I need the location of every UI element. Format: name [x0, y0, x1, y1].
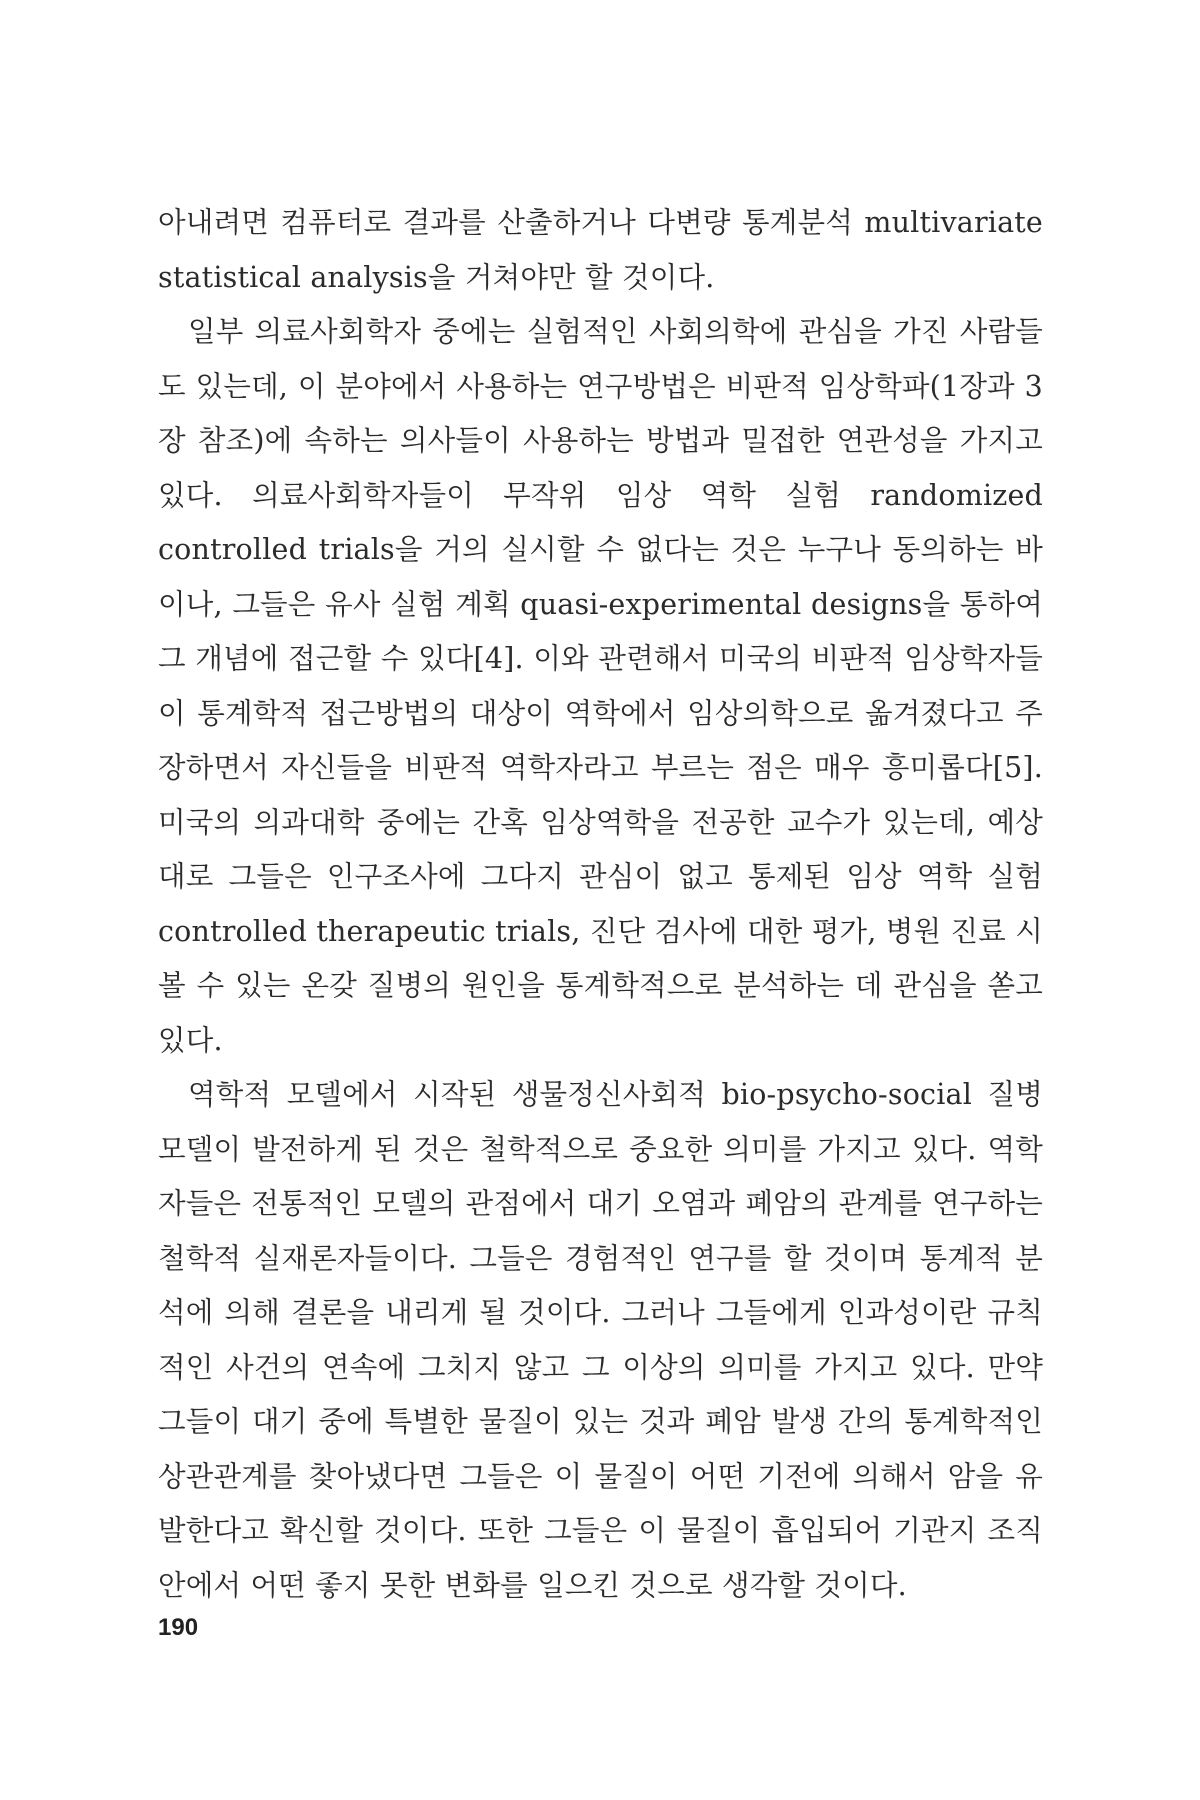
page-number: 190 [158, 1614, 199, 1641]
paragraph-3: 역학적 모델에서 시작된 생물정신사회적 bio-psycho-social 질병 모델이 발전하게 된 것은 철학적으로 중요한 의미를 가지고 있다. 역학자들은 전통적인 모델의 관점에서 대기 오염과 폐암의 관계를 연구하는 철학적 실재론자들이다. 그들은 경험적인 연구를 할 것이며 통계적 분석에 의해 결론을 내리게 될 것이다. 그러나 그들에게 인과성이란 규칙적인 사건의 연속에 그치지 않고 그 이상의 의미를 가지고 있다. 만약 그들이 대기 중에 특별한 물질이 있는 것과 폐암 발생 간의 통계학적인 상관관계를 찾아냈다면 그들은 이 물질이 어떤 기전에 의해서 암을 유발한다고 확신할 것이다. 또한 그들은 이 물질이 흡입되어 기관지 조직 안에서 어떤 좋지 못한 변화를 일으킨 것으로 생각할 것이다. [158, 1078, 1043, 1602]
paragraph-2: 일부 의료사회학자 중에는 실험적인 사회의학에 관심을 가진 사람들도 있는데, 이 분야에서 사용하는 연구방법은 비판적 임상학파(1장과 3장 참조)에 속하는 의사들이 사용하는 방법과 밀접한 연관성을 가지고 있다. 의료사회학자들이 무작위 임상 역학 실험 randomized controlled trials을 거의 실시할 수 없다는 것은 누구나 동의하는 바이나, 그들은 유사 실험 계획 quasi-experimental designs을 통하여 그 개념에 접근할 수 있다[4]. 이와 관련해서 미국의 비판적 임상학자들이 통계학적 접근방법의 대상이 역학에서 임상의학으로 옮겨졌다고 주장하면서 자신들을 비판적 역학자라고 부르는 점은 매우 흥미롭다[5]. 미국의 의과대학 중에는 간혹 임상역학을 전공한 교수가 있는데, 예상대로 그들은 인구조사에 그다지 관심이 없고 통제된 임상 역학 실험 controlled therapeutic trials, 진단 검사에 대한 평가, 병원 진료 시 볼 수 있는 온갖 질병의 원인을 통계학적으로 분석하는 데 관심을 쏟고 있다. [158, 315, 1043, 1057]
paragraph-1: 아내려면 컴퓨터로 결과를 산출하거나 다변량 통계분석 multivariate statistical analysis을 거쳐야만 할 것이다. [158, 206, 1043, 294]
body-text [158, 196, 1043, 1613]
